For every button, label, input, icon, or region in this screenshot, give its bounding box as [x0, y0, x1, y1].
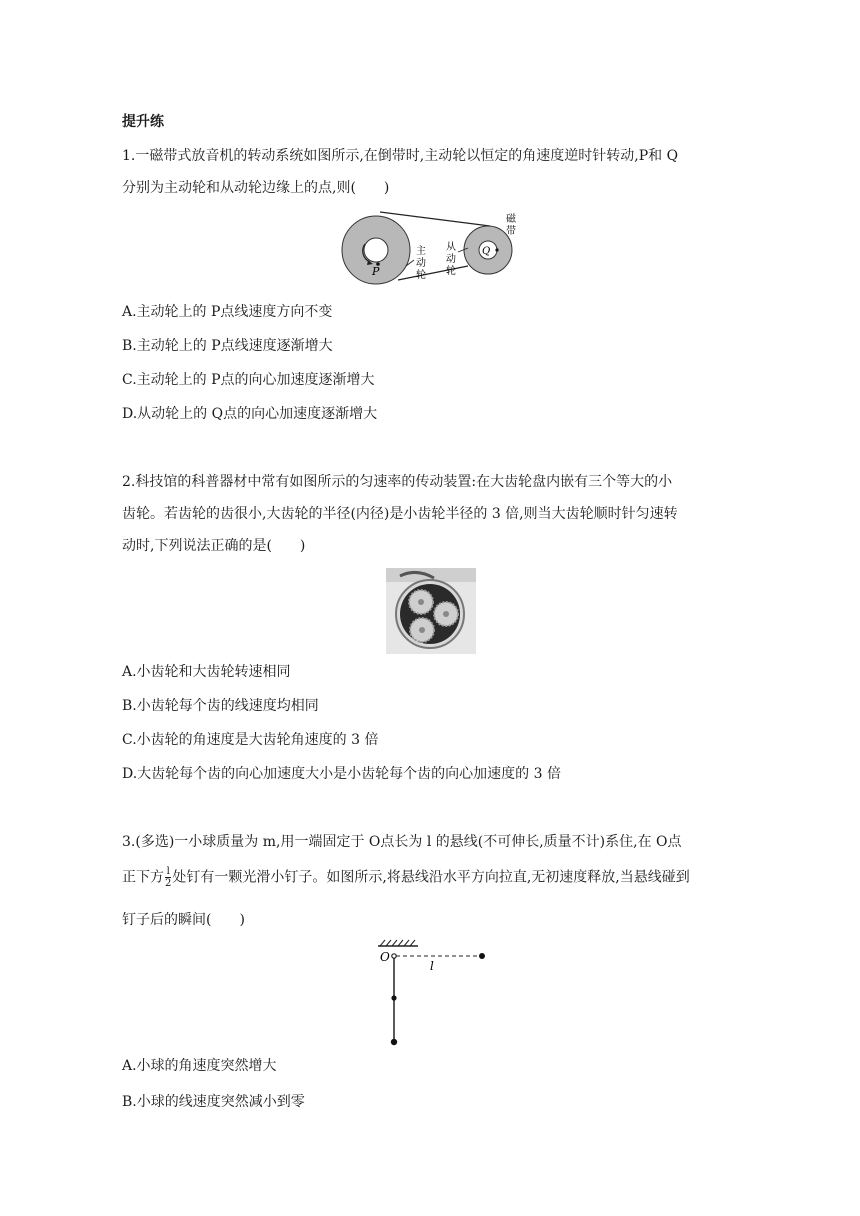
label-main-1: 主	[416, 246, 426, 257]
q2-option-c: C.小齿轮的角速度是大齿轮角速度的 3 倍	[122, 732, 379, 748]
small-gear-3	[410, 618, 434, 642]
section-title: 提升练	[122, 114, 164, 130]
q1-option-c: C.主动轮上的 P点的向心加速度逐渐增大	[122, 372, 375, 388]
fraction-numerator: l	[166, 866, 170, 877]
label-O: O	[380, 950, 390, 964]
point-Q	[495, 248, 498, 251]
label-tape-1: 磁	[506, 214, 516, 225]
q3-stem-line3: 钉子后的瞬间( )	[122, 912, 245, 928]
small-gear-1	[409, 590, 433, 614]
q3-line2-post: 处钉有一颗光滑小钉子。如图所示,将悬线沿水平方向拉直,无初速度释放,当悬线碰到	[172, 869, 690, 886]
q1-option-d: D.从动轮上的 Q点的向心加速度逐渐增大	[122, 406, 378, 422]
tape-drive-figure	[340, 210, 520, 300]
gear-device-photo	[386, 568, 476, 654]
main-wheel-hub	[364, 238, 388, 262]
pivot-O	[392, 954, 396, 958]
q3-stem-line2	[122, 866, 690, 889]
q1-option-b: B.主动轮上的 P点线速度逐渐增大	[122, 338, 333, 354]
tape-line-bottom	[398, 266, 468, 280]
q2-option-d: D.大齿轮每个齿的向心加速度大小是小齿轮每个齿的向心加速度的 3 倍	[122, 766, 561, 782]
label-tape-2: 带	[506, 226, 516, 237]
fraction-denominator: 2	[165, 878, 172, 889]
label-driven-2: 动	[446, 254, 456, 265]
label-driven-1: 从	[446, 242, 456, 253]
q3-option-b: B.小球的线速度突然减小到零	[122, 1094, 305, 1110]
fraction-l-over-2	[165, 866, 171, 889]
label-P: P	[372, 265, 380, 278]
q2-option-b: B.小齿轮每个齿的线速度均相同	[122, 698, 319, 714]
label-Q: Q	[482, 246, 491, 257]
pendulum-figure	[372, 936, 492, 1048]
q2-option-a: A.小齿轮和大齿轮转速相同	[122, 664, 291, 680]
q3-option-a: A.小球的角速度突然增大	[122, 1058, 277, 1074]
label-main-2: 动	[416, 258, 426, 269]
nail	[391, 995, 396, 1000]
small-gear-2	[434, 602, 458, 626]
q3-line2-pre: 正下方	[122, 869, 164, 886]
ball-bottom	[391, 1039, 397, 1045]
label-l: l	[430, 959, 434, 973]
q2-stem-line2: 齿轮。若齿轮的齿很小,大齿轮的半径(内径)是小齿轮半径的 3 倍,则当大齿轮顺时针匀速转	[122, 506, 678, 522]
q3-stem-line1: 3.(多选)一小球质量为 m,用一端固定于 O点长为 l 的悬线(不可伸长,质量不计)系住,在 O点	[122, 834, 682, 850]
ball-initial	[479, 953, 485, 959]
q1-stem-line2: 分别为主动轮和从动轮边缘上的点,则( )	[122, 180, 390, 196]
label-main-3: 轮	[416, 270, 426, 281]
label-driven-3: 轮	[446, 266, 456, 277]
q1-option-a: A.主动轮上的 P点线速度方向不变	[122, 304, 333, 320]
ceiling-hatch	[380, 940, 415, 946]
q1-stem-line1: 1.一磁带式放音机的转动系统如图所示,在倒带时,主动轮以恒定的角速度逆时针转动,P和 Q	[122, 148, 679, 164]
q2-stem-line1: 2.科技馆的科普器材中常有如图所示的匀速率的传动装置:在大齿轮盘内嵌有三个等大的小	[122, 474, 673, 490]
q2-stem-line3: 动时,下列说法正确的是( )	[122, 538, 306, 554]
